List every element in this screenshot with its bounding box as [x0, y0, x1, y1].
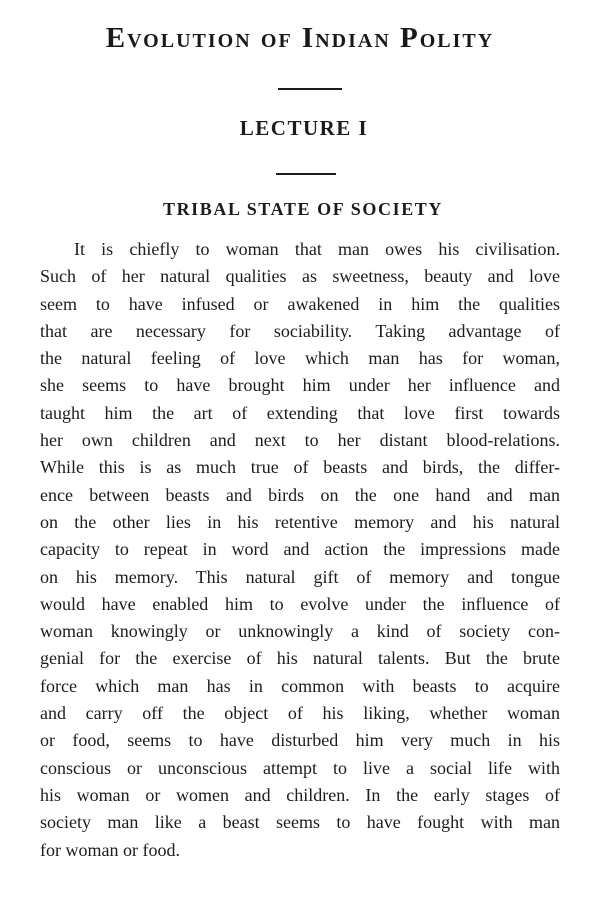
paragraph-line: ence between beasts and birds on the one hand and man — [40, 484, 560, 505]
paragraph-line: the natural feeling of love which man has for woman, — [40, 348, 560, 369]
paragraph-line: It is chiefly to woman that man owes his civilisation. — [74, 239, 560, 259]
paragraph-line: for woman or food. — [40, 839, 180, 860]
paragraph-line: seem to have infused or awakened in him the qualities — [40, 293, 560, 314]
paragraph-line: woman knowingly or unknowingly a kind of society con- — [40, 621, 560, 642]
paragraph-line: on his memory. This natural gift of memory and tongue — [40, 566, 560, 587]
paragraph-line: taught him the art of extending that love first towards — [40, 402, 560, 423]
paragraph-line: on the other lies in his retentive memory and his natural — [40, 511, 560, 532]
paragraph-line: her own children and next to her distant blood-relations. — [40, 430, 560, 451]
paragraph-line: and carry off the object of his liking, whether woman — [40, 703, 560, 724]
lecture-divider — [276, 173, 336, 175]
paragraph-line: his woman or women and children. In the early stages of — [40, 784, 560, 805]
paragraph-line: she seems to have brought him under her influence and — [40, 375, 560, 396]
title-divider — [278, 88, 342, 90]
paragraph-line: While this is as much true of beasts and birds, the differ- — [40, 457, 560, 478]
paragraph-line: Such of her natural qualities as sweetness, beauty and love — [40, 266, 560, 287]
lecture-heading: LECTURE I — [239, 116, 369, 140]
book-title: Evolution of Indian Polity — [105, 22, 495, 54]
paragraph-line: force which man has in common with beasts to acquire — [40, 675, 560, 696]
paragraph-line: that are necessary for sociability. Taking advantage of — [40, 320, 560, 341]
paragraph-line: society man like a beast seems to have fought with man — [40, 812, 560, 833]
chapter-title: TRIBAL STATE OF SOCIETY — [162, 199, 444, 219]
paragraph-line: or food, seems to have disturbed him very much in his — [40, 730, 560, 751]
paragraph-line: would have enabled him to evolve under the influence of — [40, 593, 560, 614]
paragraph-line: genial for the exercise of his natural talents. But the brute — [40, 648, 560, 669]
paragraph-line: capacity to repeat in word and action the impressions made — [40, 539, 560, 560]
body-paragraph — [40, 236, 560, 864]
paragraph-line: conscious or unconscious attempt to live a social life with — [40, 757, 560, 778]
